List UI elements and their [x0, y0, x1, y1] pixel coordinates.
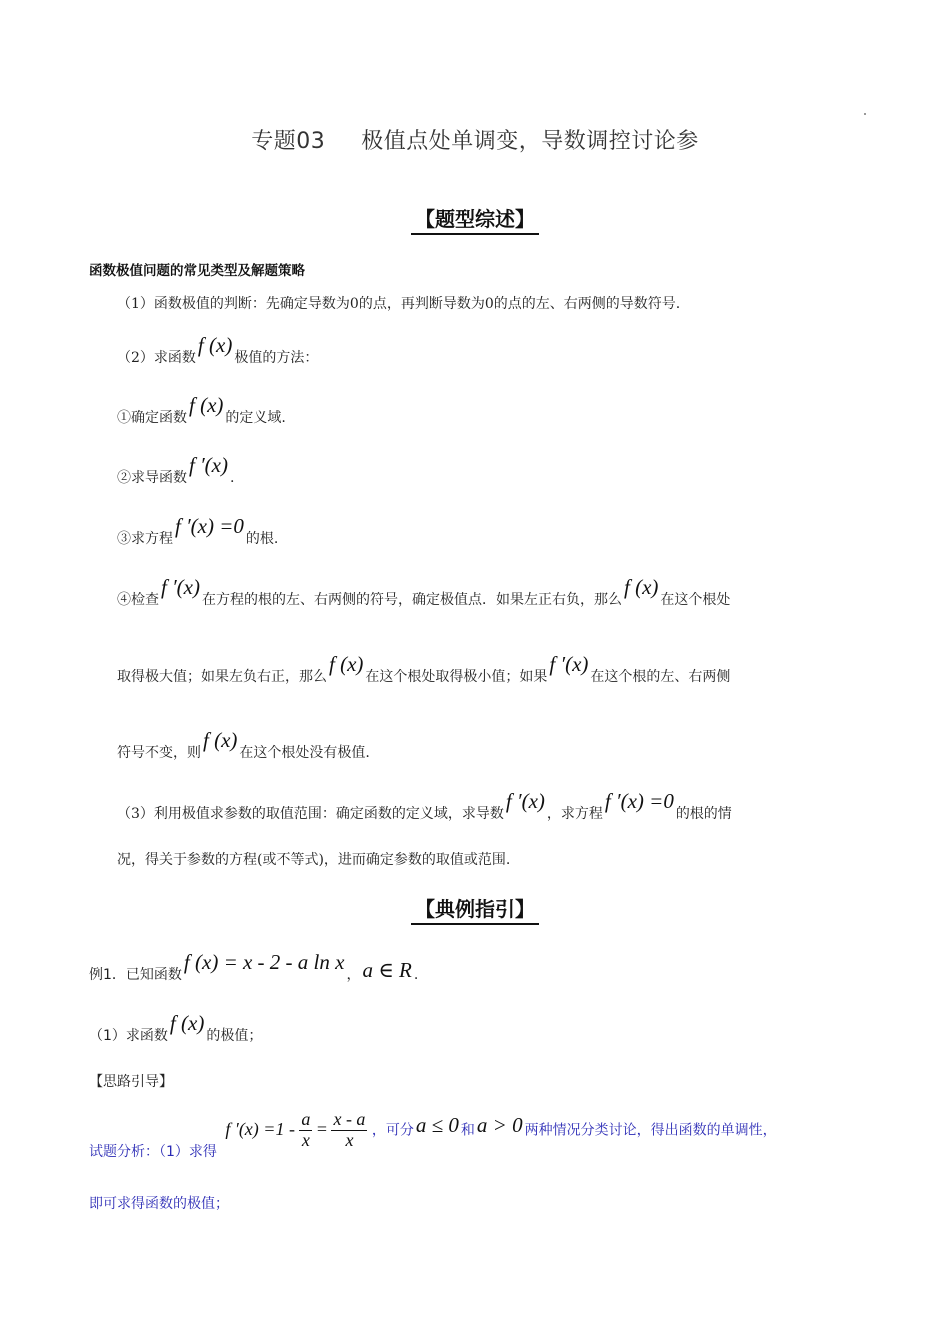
section-heading-examples: 【典例指引】 [0, 893, 950, 922]
math-derivative: f ′(x) =1 - [225, 1119, 295, 1140]
math-a-in-R: a ∈ R [362, 958, 412, 982]
example-question-1: （1）求函数f (x)的极值； [89, 1011, 263, 1044]
section-heading-overview: 【题型综述】 [0, 203, 950, 232]
hint-label: 【思路引导】 [89, 1074, 173, 1090]
step-1: ①确定函数f (x)的定义域. [117, 393, 286, 426]
item-3-line2: 况，得关于参数的方程(或不等式)，进而确定参数的取值或范围. [117, 852, 511, 868]
math-a-le-0: a ≤ 0 [415, 1113, 459, 1138]
math-fx: f (x) [203, 728, 238, 752]
math-fx: f (x) [189, 393, 224, 417]
math-a-gt-0: a > 0 [476, 1113, 523, 1138]
math-fraction-a-over-x: $\frac{a}{x}$ [301, 1109, 311, 1150]
subheading: 函数极值问题的常见类型及解题策略 [89, 263, 305, 279]
math-example-function: f (x) = x - 2 - a ln x [183, 950, 345, 974]
title-number: 专题03 [251, 129, 326, 154]
math-fx: f (x) [197, 333, 233, 357]
math-fpx: f ′(x) [549, 652, 589, 676]
title-text: 极值点处单调变，导数调控讨论参 [361, 129, 699, 154]
step-3: ③求方程f ′(x) =0的根. [117, 514, 279, 547]
analysis-line1: 试题分析：（1）求得 f ′(x) =1 - $\frac{a}{x}$ = $\frac{x - a}{x}$ ，可分a ≤ 0 和a > 0 两种情况分类讨论，得出函数的单调性， [89, 1109, 777, 1161]
example-1: 例1．已知函数f (x) = x - 2 - a ln x，a ∈ R . [89, 950, 419, 983]
math-fpx: f ′(x) [505, 789, 545, 813]
scan-dot [864, 113, 866, 115]
math-fpx-eq0: f ′(x) =0 [604, 789, 674, 813]
step-4-line1: ④检查f ′(x)在方程的根的左、右两侧的符号，确定极值点．如果左正右负，那么f (x)在这个根处 [117, 575, 731, 608]
item-3-line1: （3）利用极值求参数的取值范围：确定函数的定义域，求导数f ′(x)，求方程f ′(x) =0的根的情 [117, 789, 732, 822]
math-fraction-x-minus-a-over-x: $\frac{x - a}{x}$ [333, 1109, 366, 1150]
math-fx: f (x) [624, 575, 659, 599]
math-fx: f (x) [329, 652, 364, 676]
math-fx: f (x) [169, 1011, 205, 1035]
item-2: （2）求函数f (x)极值的方法： [117, 333, 319, 366]
item-1: （1）函数极值的判断：先确定导数为0的点，再判断导数为0的点的左、右两侧的导数符号. [117, 296, 681, 312]
page-title [0, 124, 950, 155]
math-fpx: f ′(x) [189, 453, 228, 477]
analysis-line2: 即可求得函数的极值； [89, 1196, 229, 1212]
step-2: ②求导函数f ′(x). [117, 453, 235, 486]
step-4-line2: 取得极大值；如果左负右正，那么f (x)在这个根处取得极小值；如果f ′(x)在这个根的左、右两侧 [117, 652, 731, 685]
math-fpx-eq0: f ′(x) =0 [175, 514, 244, 538]
step-4-line3: 符号不变，则f (x)在这个根处没有极值. [117, 728, 370, 761]
math-fpx: f ′(x) [161, 575, 200, 599]
